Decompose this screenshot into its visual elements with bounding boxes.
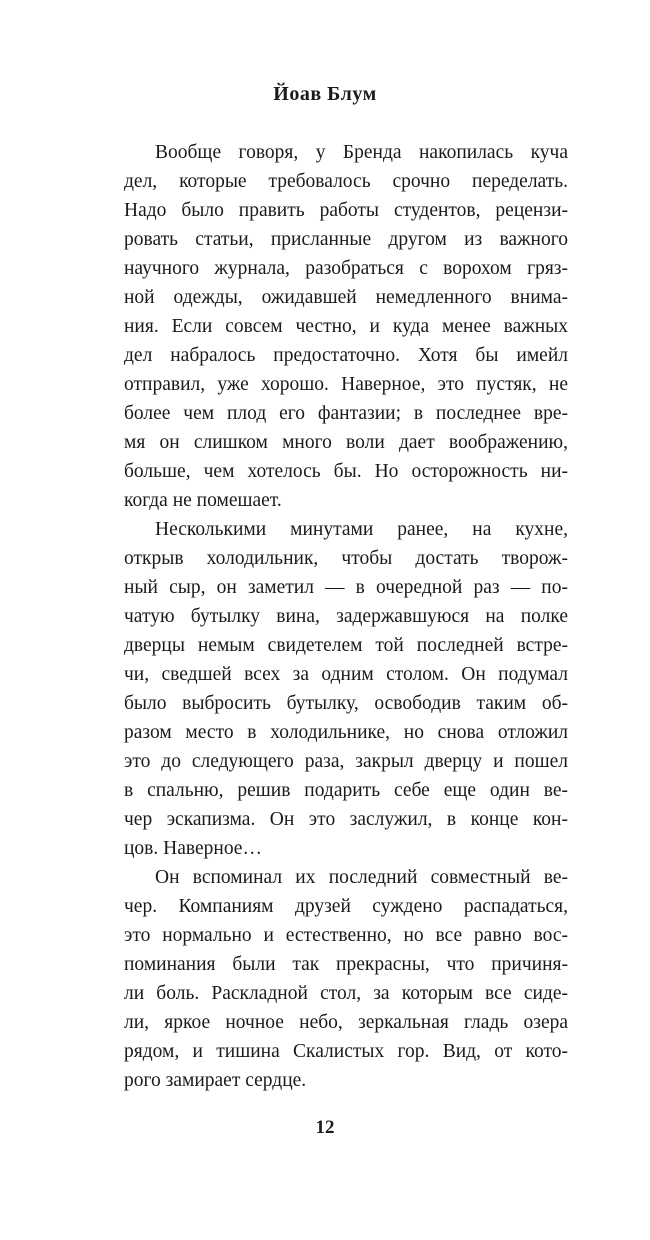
page-number: 12 xyxy=(315,1117,335,1138)
text-line: рядом, и тишина Скалистых гор. Вид, от кото- xyxy=(124,1041,568,1062)
text-line: когда не помешает. xyxy=(124,490,282,511)
text-line: отправил, уже хорошо. Наверное, это пустяк, не xyxy=(124,374,568,395)
text-line: научного журнала, разобраться с ворохом гряз- xyxy=(124,258,568,279)
text-line: ли боль. Раскладной стол, за которым все сиде- xyxy=(124,983,568,1004)
text-line: ли, яркое ночное небо, зеркальная гладь озера xyxy=(124,1012,568,1033)
text-line: открыв холодильник, чтобы достать творож- xyxy=(124,548,568,569)
text-line: Он вспоминал их последний совместный ве- xyxy=(155,867,568,888)
text-line: ный сыр, он заметил — в очередной раз — по- xyxy=(124,577,568,598)
text-line: поминания были так прекрасны, что причиня- xyxy=(124,954,568,975)
text-line: больше, чем хотелось бы. Но осторожность ни- xyxy=(124,461,568,482)
text-line: рого замирает сердце. xyxy=(124,1070,307,1091)
text-line: дел набралось предостаточно. Хотя бы имейл xyxy=(124,345,568,366)
text-line: чатую бутылку вина, задержавшуюся на полке xyxy=(124,606,568,627)
text-line: дверцы немым свидетелем той последней встре- xyxy=(124,635,568,656)
text-line: Вообще говоря, у Бренда накопилась куча xyxy=(155,142,568,163)
text-line: было выбросить бутылку, освободив таким об- xyxy=(124,693,568,714)
text-line: мя он слишком много воли дает воображению, xyxy=(124,432,568,453)
text-line: ной одежды, ожидавшей немедленного внима- xyxy=(124,287,568,308)
text-line: ния. Если совсем честно, и куда менее важных xyxy=(124,316,568,337)
running-head-author: Йоав Блум xyxy=(273,83,377,105)
text-line: чи, сведшей всех за одним столом. Он подумал xyxy=(124,664,568,685)
body-text xyxy=(124,138,568,1095)
text-line: в спальню, решив подарить себе еще один ве- xyxy=(124,780,568,801)
text-line: разом место в холодильнике, но снова отложил xyxy=(124,722,568,743)
text-line: Несколькими минутами ранее, на кухне, xyxy=(155,519,568,540)
text-line: цов. Наверное… xyxy=(124,838,262,859)
text-line: ровать статьи, присланные другом из важного xyxy=(124,229,568,250)
text-line: это до следующего раза, закрыл дверцу и пошел xyxy=(124,751,568,772)
text-line: чер. Компаниям друзей суждено распадаться, xyxy=(124,896,568,917)
text-line: более чем плод его фантазии; в последнее вре- xyxy=(124,403,568,424)
text-line: дел, которые требовалось срочно переделать. xyxy=(124,171,568,192)
text-line: это нормально и естественно, но все равно вос- xyxy=(124,925,568,946)
text-line: Надо было править работы студентов, рецензи- xyxy=(124,200,568,221)
text-line: чер эскапизма. Он это заслужил, в конце кон- xyxy=(124,809,568,830)
